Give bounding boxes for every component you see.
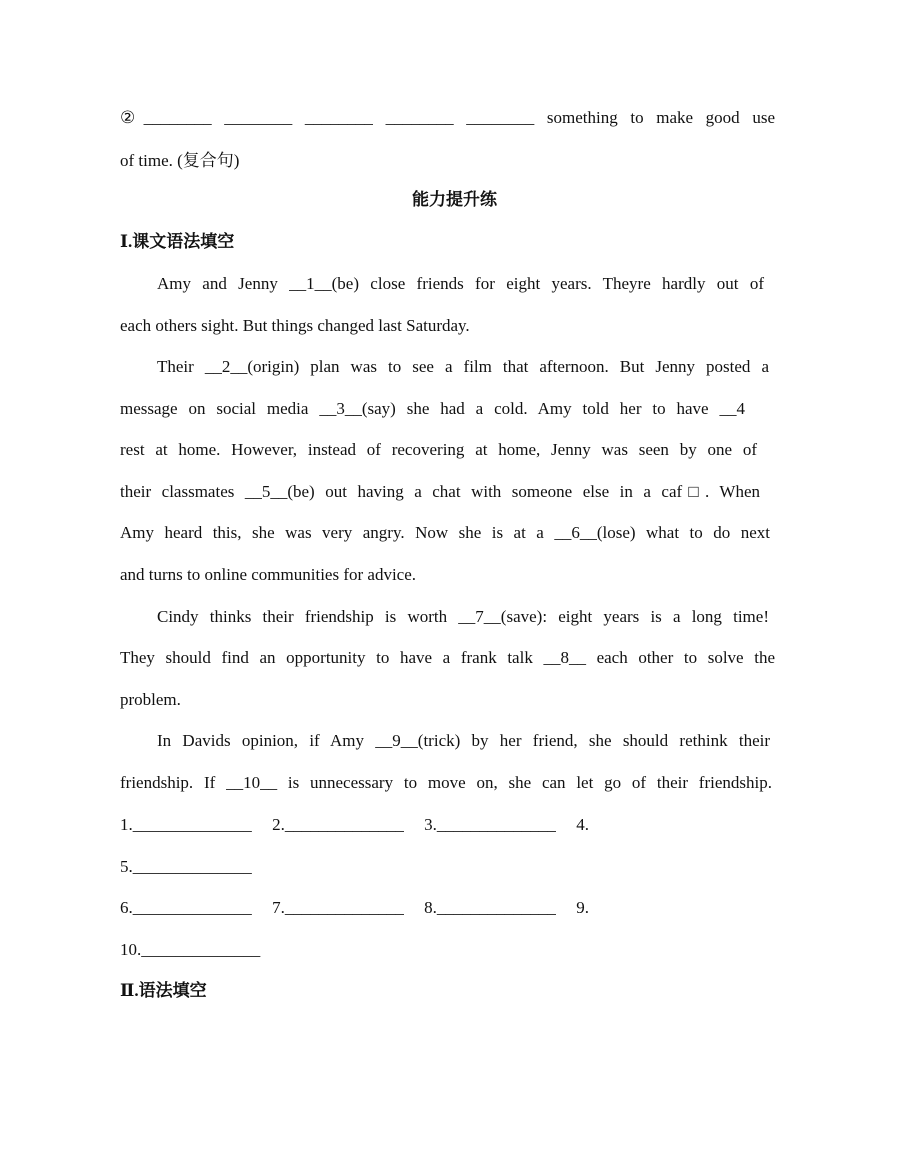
passage-p3-line1: Cindy thinks their friendship is worth __7__(save): eight years is a long time! — [157, 607, 769, 626]
passage-p2-line3: rest at home. However, instead of recovering at home, Jenny was seen by one of — [120, 440, 757, 459]
part-two-heading: Ⅱ.语法填空 — [120, 981, 207, 1000]
section-title: 能力提升练 — [412, 190, 497, 209]
passage-p2-line5: Amy heard this, she was very angry. Now she is at a __6__(lose) what to do next — [120, 523, 770, 542]
exercise-line-2-end: of time. (复合句) — [120, 151, 240, 170]
passage-p3-line2: They should find an opportunity to have a frank talk __8__ each other to solve the — [120, 648, 775, 667]
passage-p2-line1: Their __2__(origin) plan was to see a film that afternoon. But Jenny posted a — [157, 357, 769, 376]
answer-row-3: 6.______________ 7.______________ 8.______________ 9. — [120, 898, 589, 917]
passage-p4-line2: friendship. If __10__ is unnecessary to move on, she can let go of their friendship. — [120, 773, 772, 792]
answer-row-2: 5.______________ — [120, 857, 252, 876]
passage-p1-line2: each others sight. But things changed last Saturday. — [120, 316, 470, 335]
passage-p4-line1: In Davids opinion, if Amy __9__(trick) by her friend, she should rethink their — [157, 731, 770, 750]
passage-p3-line3: problem. — [120, 690, 181, 709]
passage-p1-line1: Amy and Jenny __1__(be) close friends for eight years. Theyre hardly out of — [157, 274, 764, 293]
passage-p2-line4: their classmates __5__(be) out having a chat with someone else in a caf□. When — [120, 482, 760, 501]
part-one-heading: Ⅰ.课文语法填空 — [120, 232, 235, 251]
answer-row-4: 10.______________ — [120, 940, 261, 959]
exercise-line-2: ②________ ________ ________ ________ ________ something to make good use — [120, 108, 775, 127]
passage-p2-line2: message on social media __3__(say) she had a cold. Amy told her to have __4 — [120, 399, 745, 418]
answer-row-1: 1.______________ 2.______________ 3.______________ 4. — [120, 815, 589, 834]
passage-p2-line6: and turns to online communities for advice. — [120, 565, 417, 584]
